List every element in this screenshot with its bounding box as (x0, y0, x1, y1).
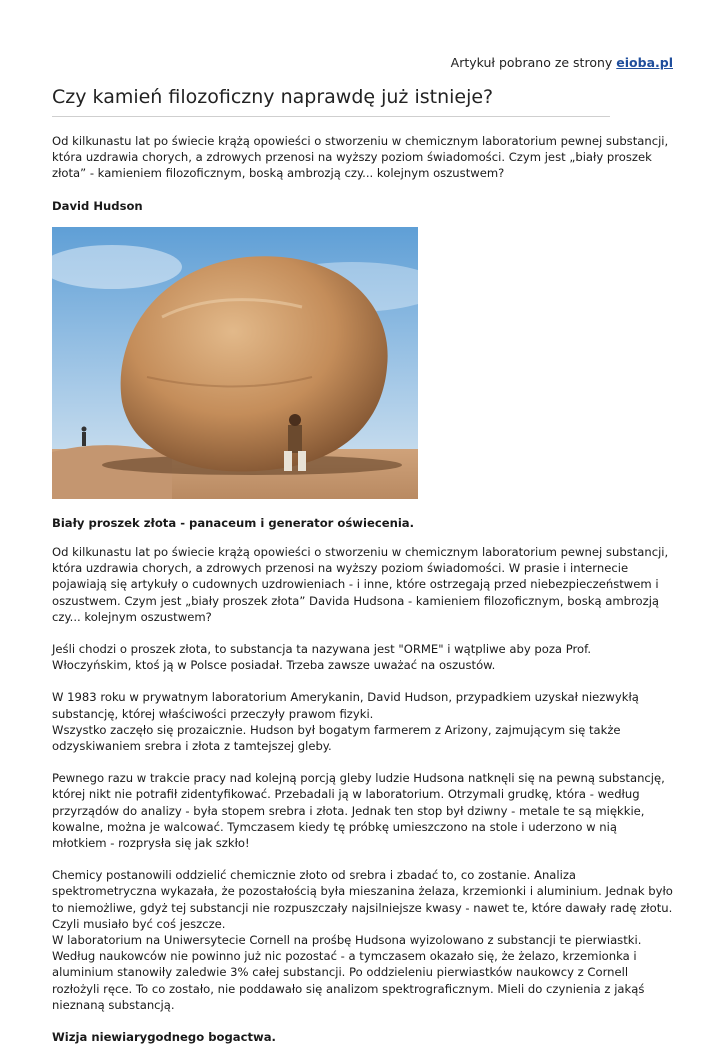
boulder-photo (52, 227, 418, 499)
paragraph-2: Jeśli chodzi o proszek złota, to substancja ta nazywana jest "ORME" i wątpliwe aby poza Prof. Włoczyńskim, ktoś ją w Polsce posiadał. Trzeba zawsze uważać na oszustów. (52, 642, 592, 673)
paragraph-5 (52, 867, 674, 1013)
article-body (52, 133, 674, 1058)
paragraph-5-part-b: W laboratorium na Uniwersytecie Cornell na prośbę Hudsona wyizolowano z substancji te pierwiastki. Według naukowców nie powinno już nic pozostać - a tymczasem okazało się, że żelazo, krzemionka i aluminium stanowiły zaledwie 3% całej substancji. Po oddzieleniu pierwiastków naukowcy z Cornell rozłożyli ręce. To co zostało, nie poddawało się analizom spektrograficznym. Mieli do czynienia z jakąś nieznaną substancją. (52, 933, 645, 1012)
lead-paragraph: Od kilkunastu lat po świecie krążą opowieści o stworzeniu w chemicznym laboratorium pewnej substancji, która uzdrawia chorych, a zdrowych przenosi na wyższy poziom świadomości. Czym jest „biały proszek złota” - kamieniem filozoficznym, boską ambrozją czy... kolejnym oszustwem? (52, 134, 669, 181)
source-link[interactable]: eioba.pl (616, 55, 673, 70)
section-heading-2: Wizja niewiarygodnego bogactwa. (52, 1030, 276, 1045)
paragraph-1: Od kilkunastu lat po świecie krążą opowieści o stworzeniu w chemicznym laboratorium pewnej substancji, która uzdrawia chorych, a zdrowych przenosi na wyższy poziom świadomości. W prasie i internecie pojawiają się artykuły o cudownych uzdrowieniach - i inne, które ostrzegają przed niebezpieczeństwem i oszustwem. Czym jest „biały proszek złota” Davida Hudsona - kamieniem filozoficznym, boską ambrozją czy... kolejnym oszustwem? (52, 545, 669, 624)
section-heading-1: Biały proszek złota - panaceum i generator oświecenia. (52, 515, 415, 530)
article-title: Czy kamień filozoficzny naprawdę już istnieje? (52, 86, 494, 108)
paragraph-3-line-b: Wszystko zaczęło się prozaicznie. Hudson był bogatym farmerem z Arizony, zajmującym się także odzyskiwaniem srebra i złota z tamtejszej gleby. (52, 722, 621, 754)
paragraph-5-part-a: Chemicy postanowili oddzielić chemicznie złoto od srebra i zbadać to, co zostanie. Analiza spektrometryczna wykazała, że pozostałością była mieszanina żelaza, krzemionki i aluminium. Jednak było to niemożliwe, gdyż tej substancji nie rozpuszczały najsilniejsze kwasy - nawet te, które dawały radę złotu. Czyli musiało być coś jeszcze. (52, 868, 673, 931)
paragraph-4: Pewnego razu w trakcie pracy nad kolejną porcją gleby ludzie Hudsona natknęli się na pewną substancję, której nikt nie potrafił zidentyfikować. Przebadali ją w laboratorium. Otrzymali grudkę, która - według przyrządów do analizy - była stopem srebra i złota. Jednak ten stop był dziwny - metale te są miękkie, kowalne, można je walcować. Tymczasem kiedy tę próbkę umieszczono na stole i uderzono w nią młotkiem - rozprysła się jak szkło! (52, 771, 665, 851)
paragraph-3 (52, 689, 674, 754)
source-prefix: Artykuł pobrano ze strony (450, 55, 613, 70)
title-divider (52, 116, 610, 117)
source-line (451, 55, 673, 70)
paragraph-3-line-a: W 1983 roku w prywatnym laboratorium Amerykanin, David Hudson, przypadkiem uzyskał niezwykłą substancję, której właściwości przeczyły prawom fizyki. (52, 690, 639, 721)
author-name: David Hudson (52, 198, 143, 213)
